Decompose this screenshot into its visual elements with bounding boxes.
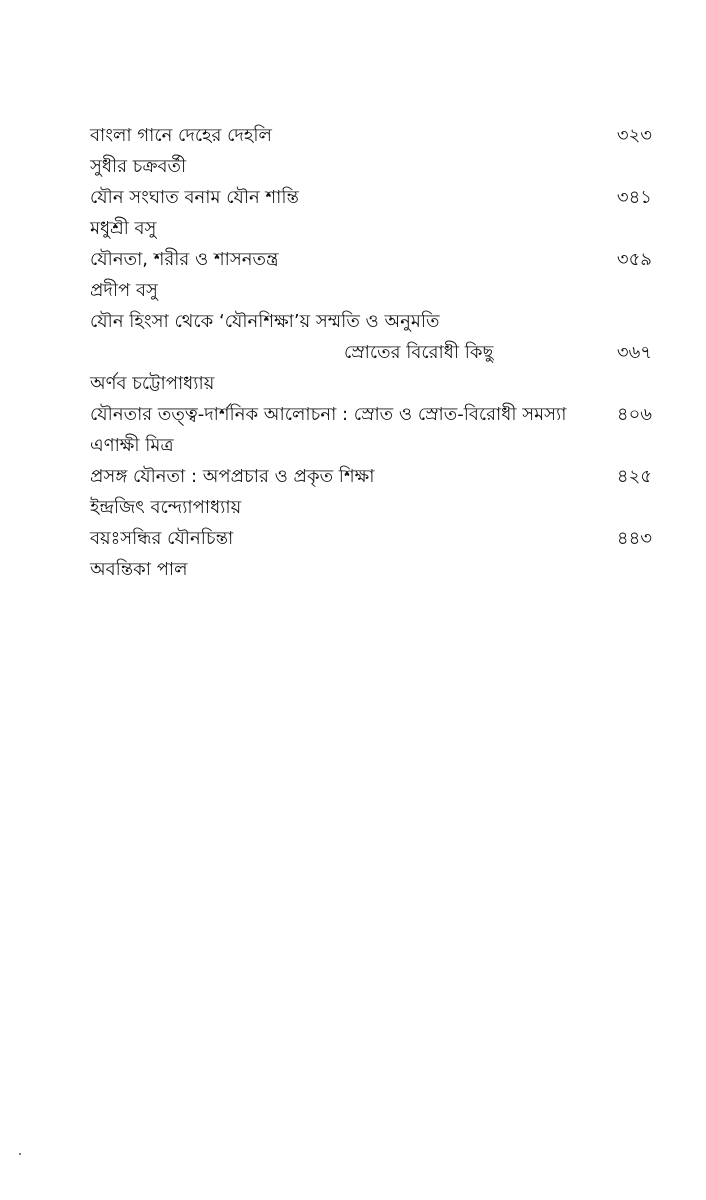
toc-entry	[90, 244, 652, 275]
entry-title: বয়ঃসন্ধির যৌনচিন্তা	[90, 528, 234, 549]
entry-page-number: ৩৫৯	[616, 249, 652, 270]
toc-entry	[90, 461, 652, 492]
toc-author-row	[90, 151, 652, 182]
entry-author: সুধীর চক্রবর্তী	[90, 156, 187, 177]
toc-author-row	[90, 554, 652, 585]
toc-entry	[90, 182, 652, 213]
entry-author: অবন্তিকা পাল	[90, 559, 188, 580]
entry-title: যৌনতার তত্ত্ব-দার্শনিক আলোচনা : স্রোত ও স্রোত-বিরোধী সমস্যা	[90, 404, 567, 425]
toc-entry	[90, 399, 652, 430]
entry-title: যৌন সংঘাত বনাম যৌন শান্তি	[90, 187, 299, 208]
entry-author: প্রদীপ বসু	[90, 280, 158, 301]
entry-page-number: ৪২৫	[616, 466, 652, 487]
entry-title-continuation: স্রোতের বিরোধী কিছু	[344, 342, 494, 363]
entry-title: যৌন হিংসা থেকে ‘যৌনশিক্ষা’য় সম্মতি ও অনুমতি	[90, 311, 440, 332]
entry-author: ইন্দ্রজিৎ বন্দ্যোপাধ্যায়	[90, 497, 242, 518]
entry-page-number: ৩৪১	[616, 187, 652, 208]
toc-entry	[90, 306, 652, 337]
toc-entry-continuation	[90, 337, 652, 368]
entry-page-number: ৩৬৭	[616, 342, 652, 363]
toc-author-row	[90, 430, 652, 461]
entry-page-number: ৩২৩	[616, 125, 652, 146]
toc-entry	[90, 120, 652, 151]
table-of-contents	[90, 120, 652, 585]
toc-author-row	[90, 492, 652, 523]
entry-author: অর্ণব চট্টোপাধ্যায়	[90, 373, 215, 394]
entry-title: প্রসঙ্গ যৌনতা : অপপ্রচার ও প্রকৃত শিক্ষা	[90, 466, 375, 487]
entry-title: বাংলা গানে দেহের দেহলি	[90, 125, 272, 146]
entry-page-number: ৪০৬	[616, 404, 652, 425]
scan-speck	[19, 1153, 21, 1155]
toc-author-row	[90, 368, 652, 399]
entry-author: এণাক্ষী মিত্র	[90, 435, 174, 456]
entry-author: মধুশ্রী বসু	[90, 218, 157, 239]
toc-author-row	[90, 275, 652, 306]
toc-author-row	[90, 213, 652, 244]
entry-title: যৌনতা, শরীর ও শাসনতন্ত্র	[90, 249, 279, 270]
entry-page-number: ৪৪৩	[616, 528, 652, 549]
toc-entry	[90, 523, 652, 554]
